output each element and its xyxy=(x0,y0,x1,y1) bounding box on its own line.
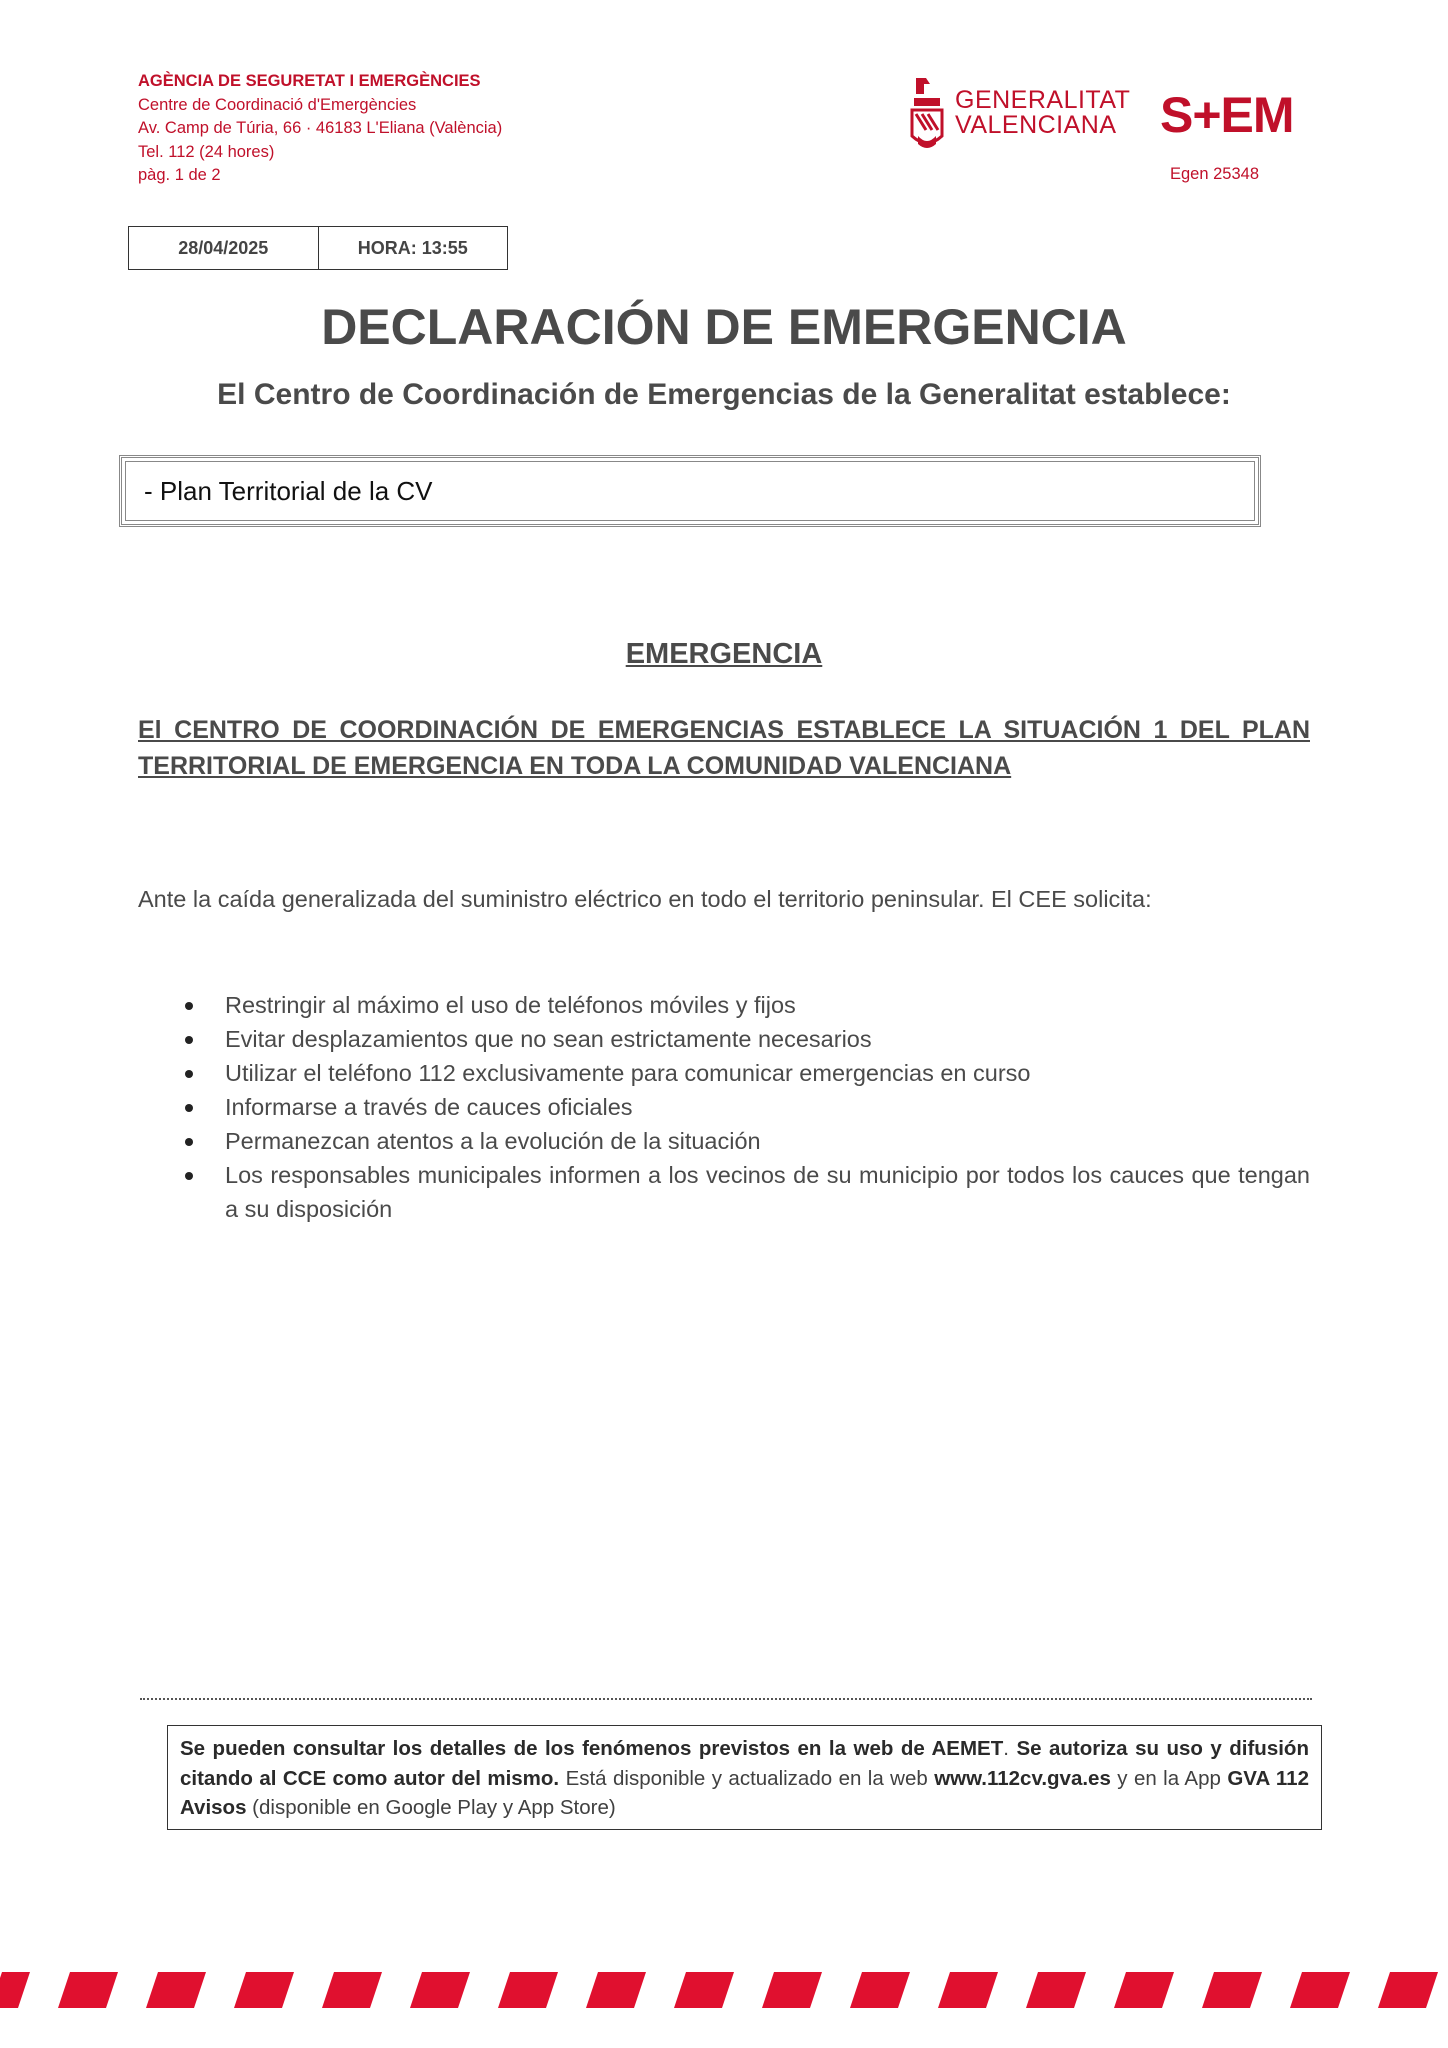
agency-name: AGÈNCIA DE SEGURETAT I EMERGÈNCIES xyxy=(138,72,481,90)
footer-website-link[interactable]: www.112cv.gva.es xyxy=(934,1766,1111,1790)
date-time-table xyxy=(128,226,508,270)
dotted-divider xyxy=(140,1698,1312,1700)
footer-sep: . xyxy=(1003,1737,1017,1760)
list-item: Permanezcan atentos a la evolución de la situación xyxy=(185,1124,1310,1158)
address: Av. Camp de Túria, 66 · 46183 L'Eliana (València) xyxy=(138,119,503,137)
red-stripe-band xyxy=(0,1972,1448,2008)
gva-line2: VALENCIANA xyxy=(955,111,1117,139)
footer-notice xyxy=(167,1725,1322,1830)
sem-logo: S+EM xyxy=(1160,87,1294,143)
date-cell: 28/04/2025 xyxy=(129,227,319,269)
plan-text: - Plan Territorial de la CV xyxy=(125,461,1255,521)
intro-paragraph: Ante la caída generalizada del suministro eléctrico en todo el territorio peninsular. El CEE solicita: xyxy=(138,886,1152,912)
centre-name: Centre de Coordinació d'Emergències xyxy=(138,95,417,114)
recommendations-list xyxy=(185,988,1310,1226)
footer-app-name: GVA 112 Avisos xyxy=(180,1766,1309,1819)
section-heading: EMERGENCIA xyxy=(625,638,823,670)
page-number: pàg. 1 de 2 xyxy=(138,166,221,184)
list-item: Los responsables municipales informen a los vecinos de su municipio por todos los cauces que tengan a su disposición xyxy=(185,1158,1310,1226)
footer-bold-aemet: Se pueden consultar los detalles de los fenómenos previstos en la web de AEMET xyxy=(180,1737,1004,1760)
gva-line1: GENERALITAT xyxy=(955,86,1131,114)
situation-statement: El CENTRO DE COORDINACIÓN DE EMERGENCIAS ESTABLECE LA SITUACIÓN 1 DEL PLAN TERRITORIAL DE EMERGENCIA EN TODA LA COMUNIDAD VALENCIANA xyxy=(138,716,1310,780)
stripe-group xyxy=(0,1972,1438,2008)
egen-reference: Egen 25348 xyxy=(1170,165,1260,183)
footer-bold-authorization: Se autoriza su uso y difusión citando al CCE como autor del mismo. xyxy=(180,1737,1309,1790)
footer-text1: Está disponible y actualizado en la web xyxy=(559,1766,935,1790)
gva-shield-icon xyxy=(912,78,942,148)
list-item: Informarse a través de cauces oficiales xyxy=(185,1090,1310,1124)
list-item: Evitar desplazamientos que no sean estrictamente necesarios xyxy=(185,1022,1310,1056)
list-item: Restringir al máximo el uso de teléfonos móviles y fijos xyxy=(185,988,1310,1022)
list-item: Utilizar el teléfono 112 exclusivamente para comunicar emergencias en curso xyxy=(185,1056,1310,1090)
footer-text3: (disponible en Google Play y App Store) xyxy=(246,1796,616,1819)
gva-wordmark xyxy=(955,88,1130,138)
phone: Tel. 112 (24 hores) xyxy=(138,142,275,161)
header-agency-block xyxy=(138,70,638,188)
page-title: DECLARACIÓN DE EMERGENCIA xyxy=(321,299,1127,355)
footer-text2: y en la App xyxy=(1110,1766,1228,1790)
plan-box xyxy=(119,455,1261,527)
time-cell: HORA: 13:55 xyxy=(357,237,468,258)
page-subtitle: El Centro de Coordinación de Emergencias de la Generalitat establece: xyxy=(217,378,1231,411)
